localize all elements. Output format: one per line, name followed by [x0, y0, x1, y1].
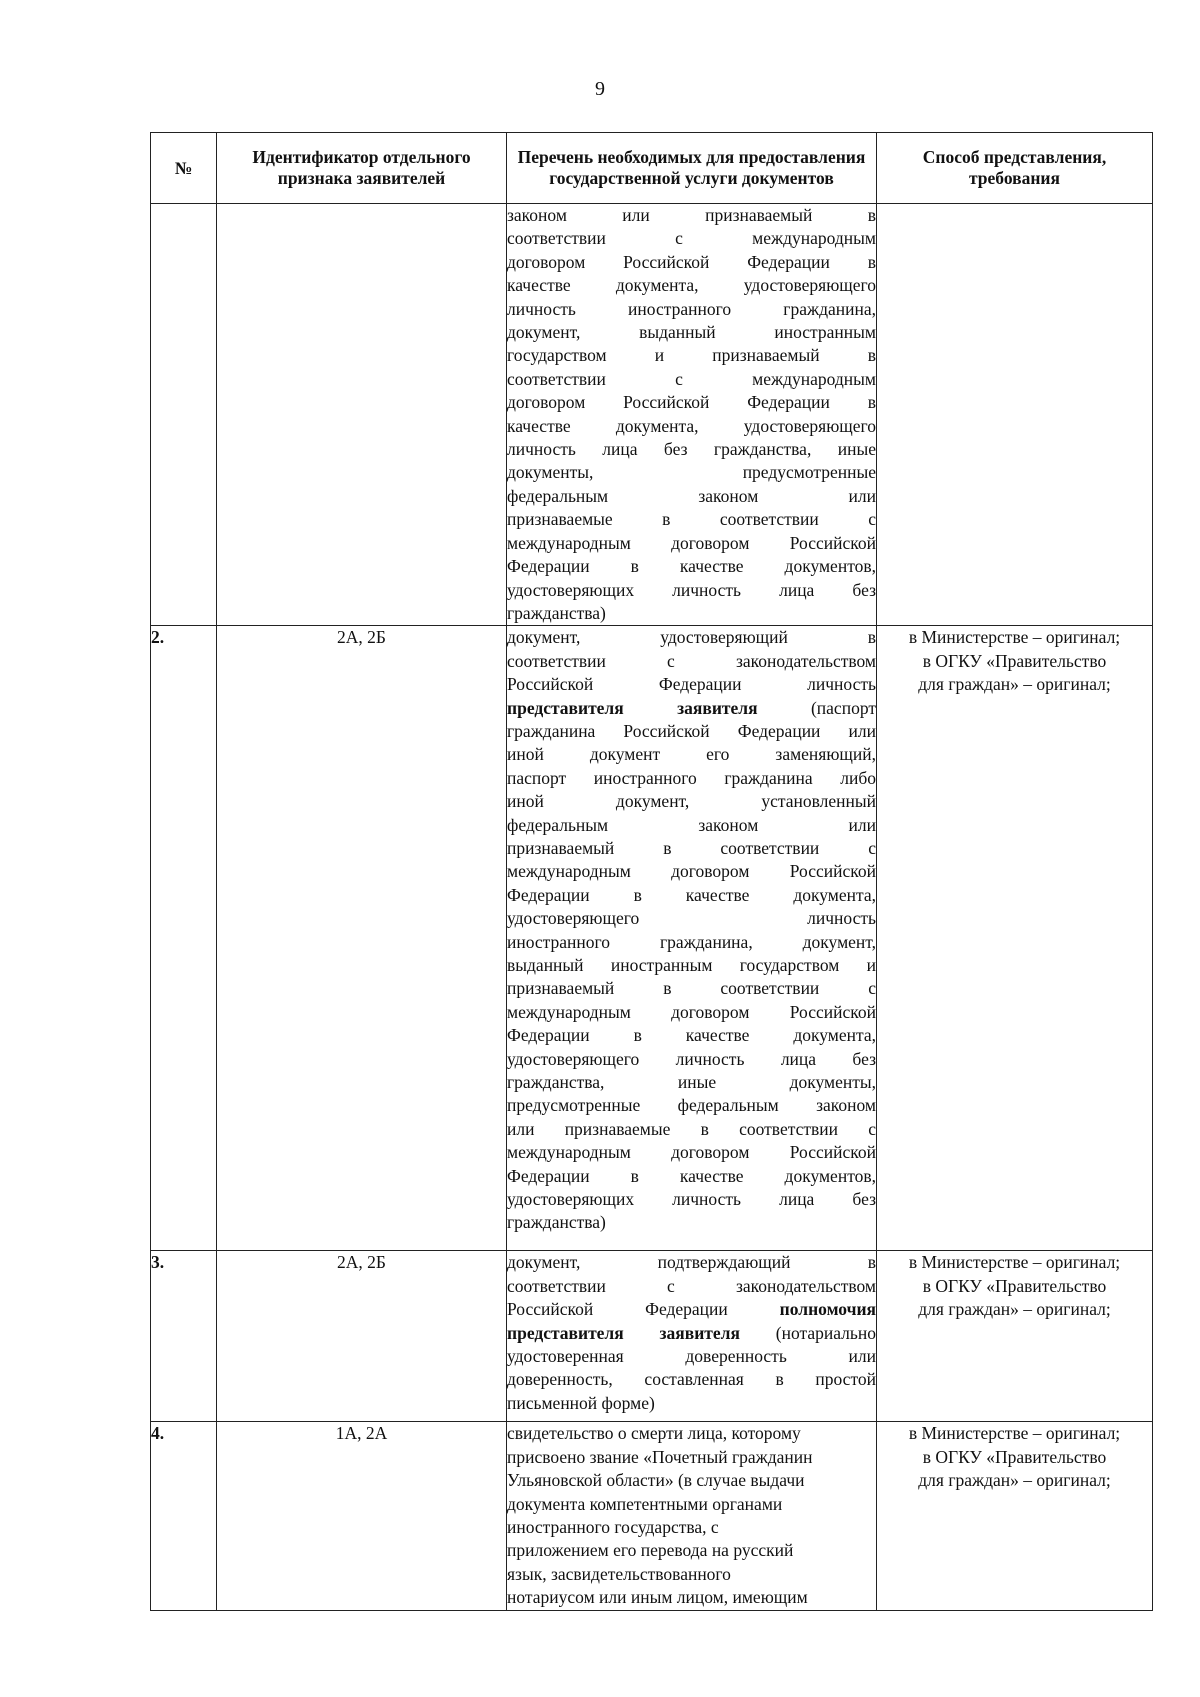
cell-identifier: 1А, 2А [217, 1422, 507, 1610]
doc-line: признаваемый в соответствии с [507, 837, 876, 858]
doc-line: личность иностранного гражданина, [507, 298, 876, 319]
cell-documents [507, 626, 877, 1251]
header-identifier: Идентификатор отдельного признака заявителей [217, 133, 507, 204]
bold-text: представителя заявителя [507, 697, 758, 718]
cell-num: 3. [151, 1251, 217, 1422]
header-method: Способ представления, требования [877, 133, 1153, 204]
method-line: в ОГКУ «Правительство [922, 1446, 1107, 1467]
cell-documents [507, 204, 877, 626]
doc-line [507, 1322, 876, 1345]
doc-line: доверенность, составленная в простой [507, 1369, 876, 1390]
doc-line: гражданства) [507, 1212, 606, 1233]
doc-line: документ, выданный иностранным [507, 322, 876, 343]
doc-line: документы, предусмотренные [507, 462, 876, 483]
bold-text: полномочия [779, 1299, 876, 1320]
cell-method [877, 626, 1153, 1251]
method-line: в Министерстве – оригинал; [908, 627, 1121, 648]
cell-documents [507, 1422, 877, 1610]
cell-identifier: 2А, 2Б [217, 1251, 507, 1422]
cell-identifier [217, 204, 507, 626]
doc-line: государством и признаваемый в [507, 345, 876, 366]
doc-line: гражданина Российской Федерации или [507, 720, 876, 741]
table-row [151, 626, 1153, 1251]
doc-line: соответствии с законодательством [507, 1275, 876, 1296]
doc-line: гражданства) [507, 602, 606, 623]
doc-line: приложением его перевода на русский [507, 1540, 794, 1561]
method-line: для граждан» – оригинал; [918, 1299, 1111, 1320]
table-row [151, 1251, 1153, 1422]
cell-num: 2. [151, 626, 217, 1251]
method-line: в ОГКУ «Правительство [922, 650, 1107, 671]
doc-line: Российской Федерации личность [507, 674, 876, 695]
doc-line: документа компетентными органами [507, 1493, 783, 1514]
doc-line: соответствии с международным [507, 368, 876, 389]
doc-line: договором Российской Федерации в [507, 392, 876, 413]
doc-line: международным договором Российской [507, 532, 876, 553]
doc-line: иностранного государства, с [507, 1516, 719, 1537]
doc-line: законом или признаваемый в [507, 205, 876, 225]
table-header-row [151, 133, 1153, 204]
doc-line: договором Российской Федерации в [507, 251, 876, 272]
doc-line: Федерации в качестве документов, [507, 556, 876, 577]
doc-line: качестве документа, удостоверяющего [507, 275, 876, 296]
doc-line: международным договором Российской [507, 861, 876, 882]
method-line: в Министерстве – оригинал; [908, 1252, 1121, 1273]
doc-line: гражданства, иные документы, [507, 1072, 876, 1093]
doc-line: федеральным законом или [507, 814, 876, 835]
doc-line-bold [507, 697, 876, 720]
doc-line: федеральным законом или [507, 485, 876, 506]
method-line: в ОГКУ «Правительство [922, 1275, 1107, 1296]
doc-line: иностранного гражданина, документ, [507, 931, 876, 952]
method-line: в Министерстве – оригинал; [908, 1423, 1121, 1444]
doc-line: документ, подтверждающий в [507, 1252, 876, 1273]
doc-line: признаваемые в соответствии с [507, 509, 876, 530]
cell-method [877, 1251, 1153, 1422]
doc-line: Ульяновской области» (в случае выдачи [507, 1470, 805, 1491]
doc-line: предусмотренные федеральным законом [507, 1095, 876, 1116]
doc-line: иной документ его заменяющий, [507, 744, 876, 765]
doc-text: (паспорт [757, 697, 876, 718]
cell-documents [507, 1251, 877, 1422]
header-documents: Перечень необходимых для предоставления государственной услуги документов [507, 133, 877, 204]
method-line: для граждан» – оригинал; [918, 674, 1111, 695]
doc-line: качестве документа, удостоверяющего [507, 415, 876, 436]
doc-line: паспорт иностранного гражданина либо [507, 767, 876, 788]
doc-text: Российской Федерации [507, 1299, 780, 1320]
doc-line: язык, засвидетельствованного [507, 1563, 731, 1584]
doc-line: Федерации в качестве документа, [507, 884, 876, 905]
doc-line: соответствии с законодательством [507, 650, 876, 671]
doc-line: иной документ, установленный [507, 791, 876, 812]
doc-line: присвоено звание «Почетный гражданин [507, 1446, 813, 1467]
cell-method [877, 204, 1153, 626]
page-number: 9 [595, 78, 605, 100]
method-line: для граждан» – оригинал; [918, 1470, 1111, 1491]
cell-method [877, 1422, 1153, 1610]
table-row [151, 204, 1153, 626]
doc-line: Федерации в качестве документа, [507, 1025, 876, 1046]
cell-num: 4. [151, 1422, 217, 1610]
header-num: № [151, 133, 217, 204]
doc-line: признаваемый в соответствии с [507, 978, 876, 999]
doc-line [507, 1298, 876, 1321]
doc-line: удостоверенная доверенность или [507, 1345, 876, 1366]
doc-line: Федерации в качестве документов, [507, 1165, 876, 1186]
doc-line: выданный иностранным государством и [507, 955, 876, 975]
doc-line: или признаваемые в соответствии с [507, 1118, 876, 1139]
doc-line: свидетельство о смерти лица, которому [507, 1423, 801, 1444]
doc-line: международным договором Российской [507, 1001, 876, 1022]
cell-num [151, 204, 217, 626]
doc-line: нотариусом или иным лицом, имеющим [507, 1587, 808, 1608]
doc-line: удостоверяющего личность [507, 908, 876, 929]
doc-line: документ, удостоверяющий в [507, 627, 876, 648]
doc-line: удостоверяющего личность лица без [507, 1048, 876, 1069]
doc-line: международным договором Российской [507, 1142, 876, 1163]
doc-text: (нотариально [739, 1322, 876, 1343]
bold-text: представителя заявителя [507, 1322, 740, 1343]
doc-line: соответствии с международным [507, 228, 876, 249]
doc-line: удостоверяющих личность лица без [507, 1189, 876, 1210]
table-row [151, 1422, 1153, 1610]
doc-line: письменной форме) [507, 1392, 655, 1413]
doc-line: личность лица без гражданства, иные [507, 439, 876, 460]
documents-table [150, 132, 1153, 1611]
doc-line: удостоверяющих личность лица без [507, 579, 876, 600]
cell-identifier: 2А, 2Б [217, 626, 507, 1251]
